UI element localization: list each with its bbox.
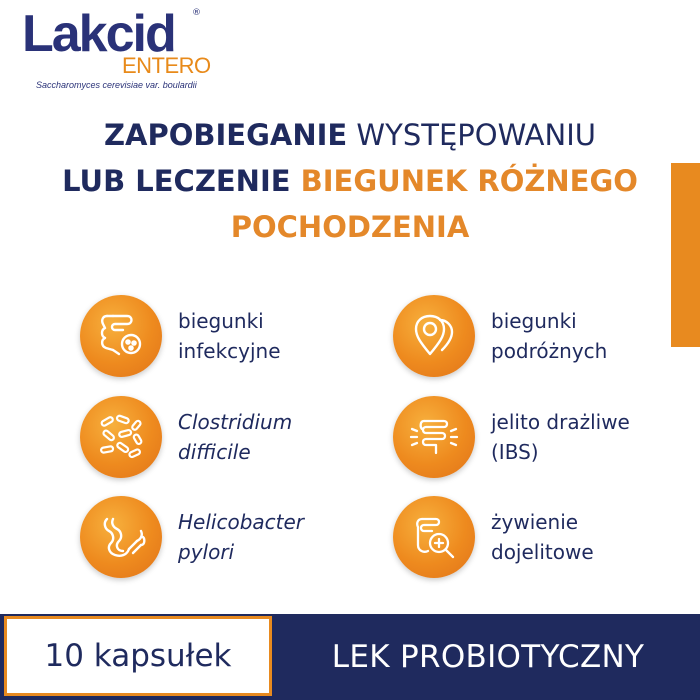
side-accent-bar	[671, 163, 700, 347]
benefit-label-line-2: podróżnych	[491, 339, 608, 363]
benefit-label-line-2: pylori	[178, 540, 235, 564]
product-category	[276, 614, 700, 700]
intestine-magnifier-icon	[393, 496, 475, 578]
headline-line-2	[0, 158, 700, 204]
benefit-label-line-2: difficile	[178, 440, 251, 464]
benefit-enteral-nutrition	[393, 496, 594, 578]
benefit-label-line-2: dojelitowe	[491, 540, 594, 564]
benefit-label	[491, 407, 630, 467]
benefit-traveler-diarrhea	[393, 295, 607, 377]
benefit-label-line-1: jelito drażliwe	[491, 410, 630, 434]
benefit-label-line-1: żywienie	[491, 510, 579, 534]
location-pin-icon	[393, 295, 475, 377]
benefit-label-line-1: biegunki	[178, 309, 264, 333]
headline-line-3	[0, 204, 700, 250]
headline-line-2-orange: BIEGUNEK RÓŻNEGO	[300, 164, 638, 198]
headline-line-1-bold: ZAPOBIEGANIE	[104, 118, 348, 152]
headline-line-3-orange: POCHODZENIA	[230, 210, 470, 244]
benefit-helicobacter	[80, 496, 304, 578]
headline-line-2-navy: LUB LECZENIE	[62, 164, 301, 198]
logo-brand-name: Lakcid	[22, 5, 175, 63]
helicobacter-icon	[80, 496, 162, 578]
intestine-bacteria-icon	[80, 295, 162, 377]
headline	[0, 112, 700, 250]
capsule-count: 10 kapsułek	[44, 638, 232, 674]
benefit-label	[491, 507, 594, 567]
bacteria-icon	[80, 396, 162, 478]
benefit-label-line-1: Clostridium	[178, 410, 293, 434]
benefit-infectious-diarrhea	[80, 295, 281, 377]
benefit-ibs	[393, 396, 630, 478]
benefit-label-line-2: (IBS)	[491, 440, 539, 464]
capsule-count-box	[4, 616, 272, 696]
benefit-label	[491, 306, 607, 366]
logo-latin-name: Saccharomyces cerevisiae var. boulardii	[36, 80, 197, 90]
brand-logo	[22, 4, 222, 94]
product-category-label: LEK PROBIOTYCZNY	[331, 639, 645, 675]
headline-line-1-rest: WYSTĘPOWANIU	[347, 118, 596, 152]
benefit-label	[178, 507, 304, 567]
benefit-clostridium	[80, 396, 292, 478]
benefit-label	[178, 306, 281, 366]
benefit-label-line-1: Helicobacter	[178, 510, 305, 534]
logo-sub-brand: ENTERO	[122, 53, 211, 78]
logo-registered-mark: ®	[192, 8, 201, 18]
headline-line-1	[0, 112, 700, 158]
benefit-label-line-1: biegunki	[491, 309, 577, 333]
benefit-label	[178, 407, 292, 467]
irritated-intestine-icon	[393, 396, 475, 478]
benefit-label-line-2: infekcyjne	[178, 339, 281, 363]
